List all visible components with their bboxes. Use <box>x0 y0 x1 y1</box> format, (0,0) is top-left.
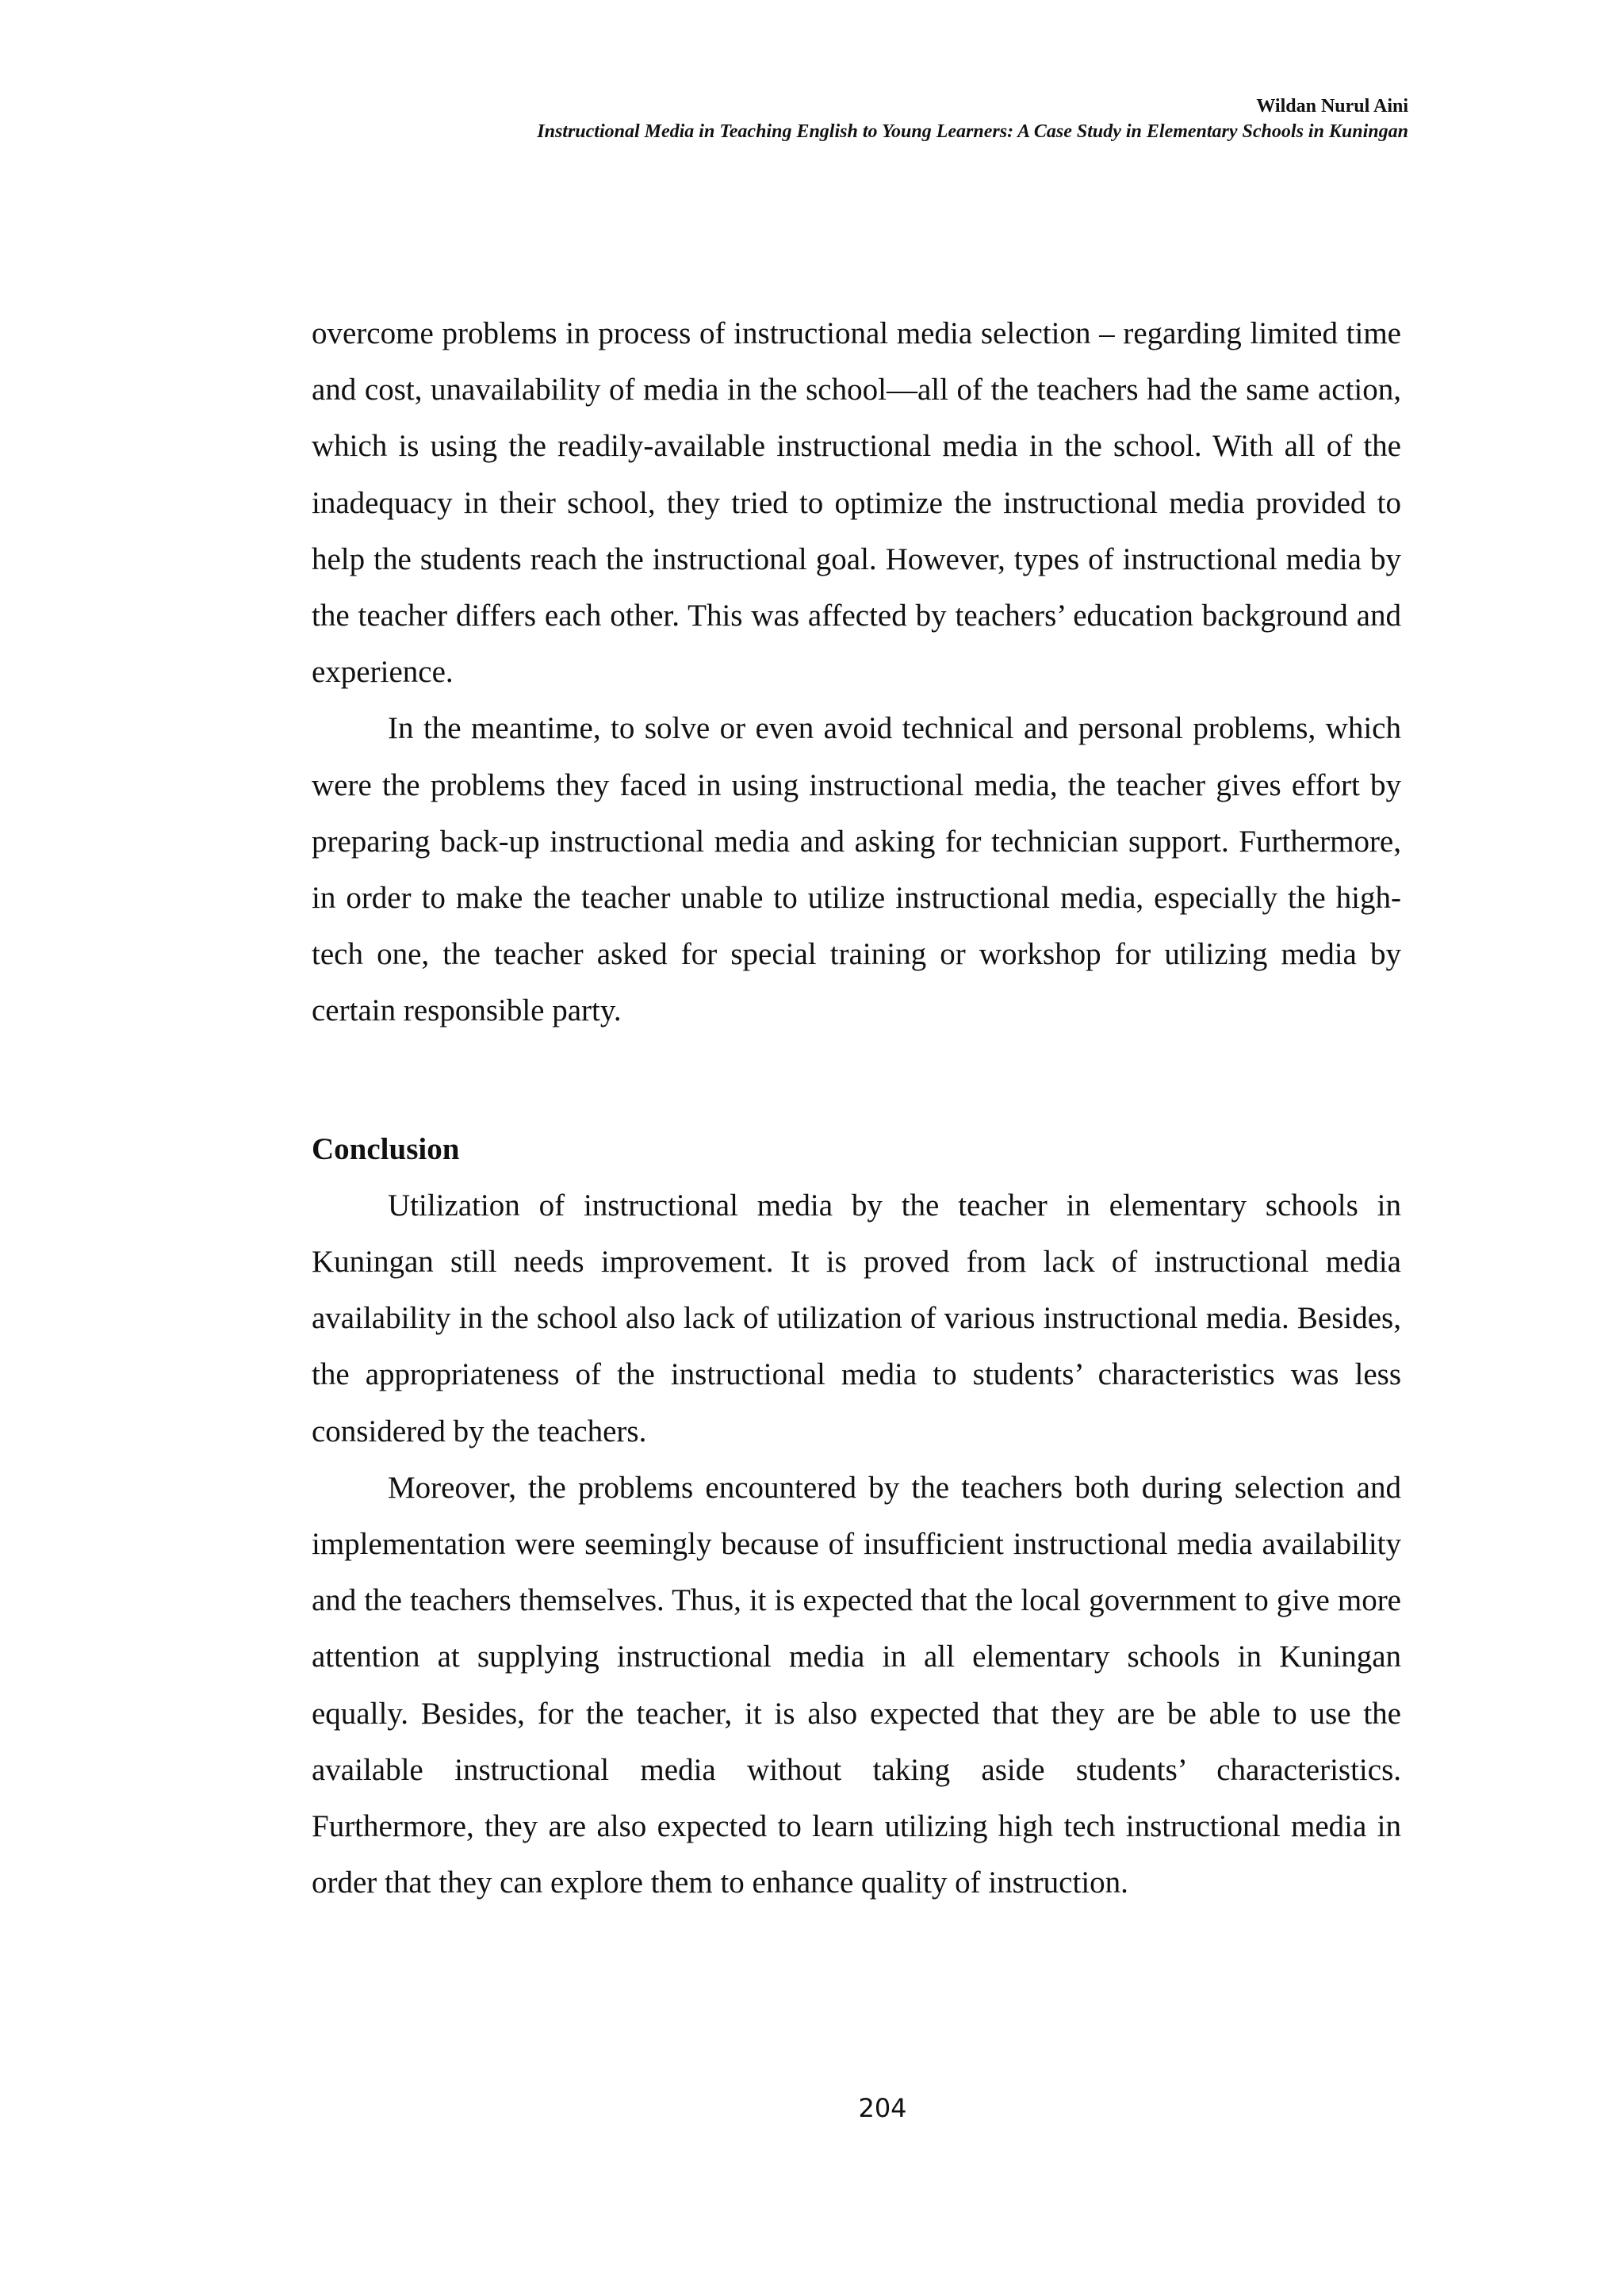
running-header <box>140 94 1408 144</box>
article-body <box>312 305 1401 1911</box>
conclusion-paragraph-2: Moreover, the problems encountered by the teachers both during selection and implementation were seemingly because of insufficient instructional media availability and the teachers themselves. Thus, it is expected that the local government to give more attention at supplying instructional media in all elementary schools in Kuningan equally. Besides, for the teacher, it is also expected that they are be able to use the available instructional media without taking aside students’ characteristics. Furthermore, they are also expected to learn utilizing high tech instructional media in order that they can explore them to enhance quality of instruction. <box>312 1470 1401 1900</box>
conclusion-paragraph-1: Utilization of instructional media by the teacher in elementary schools in Kuningan still needs improvement. It is proved from lack of instructional media availability in the school also lack of utilization of various instructional media. Besides, the appropriateness of the instructional media to students’ characteristics was less considered by the teachers. <box>312 1188 1401 1448</box>
section-heading-conclusion: Conclusion <box>312 1131 460 1166</box>
body-paragraph-1: overcome problems in process of instructional media selection – regarding limited time and cost, unavailability of media in the school—all of the teachers had the same action, which is using the readily-available instructional media in the school. With all of the inadequacy in their school, they tried to optimize the instructional media provided to help the students reach the instructional goal. However, types of instructional media by the teacher differs each other. This was affected by teachers’ education background and experience. <box>312 316 1401 690</box>
header-article-title: Instructional Media in Teaching English to Young Learners: A Case Study in Elementary Schools in Kuningan <box>537 121 1408 142</box>
body-paragraph-2: In the meantime, to solve or even avoid technical and personal problems, which were the problems they faced in using instructional media, the teacher gives effort by preparing back-up instructional media and asking for technician support. Furthermore, in order to make the teacher unable to utilize instructional media, especially the high-tech one, the teacher asked for special training or workshop for utilizing media by certain responsible party. <box>312 711 1401 1028</box>
header-author: Wildan Nurul Aini <box>1256 96 1408 117</box>
page-number: 204 <box>858 2093 907 2123</box>
